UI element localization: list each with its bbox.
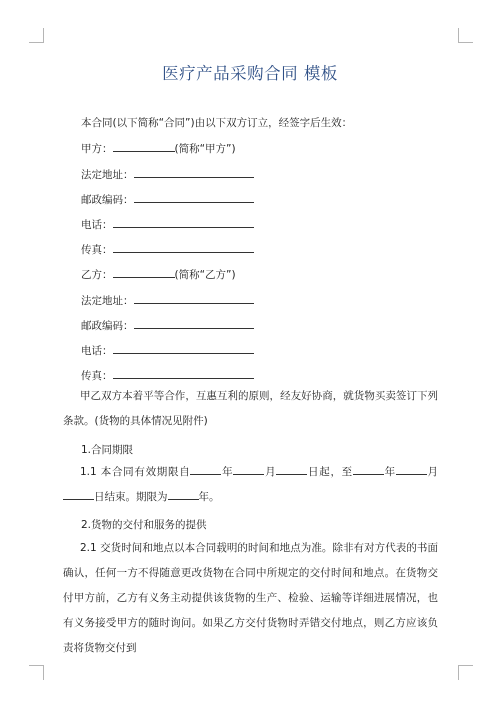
document-title: 医疗产品采购合同 模板 bbox=[162, 64, 338, 83]
intro-line: 本合同(以下简称“合同”)由以下双方订立，经签字后生效： bbox=[81, 117, 353, 129]
month-unit: 月 bbox=[264, 466, 277, 478]
party-b-line bbox=[81, 266, 236, 282]
field-blank bbox=[113, 241, 254, 253]
day-from-text: 日起，至 bbox=[307, 466, 353, 478]
section-2-1-paragraph bbox=[63, 536, 438, 661]
party-a-alias: (简称“甲方”) bbox=[174, 143, 236, 155]
field-blank bbox=[113, 216, 254, 228]
year-unit: 年 bbox=[383, 466, 396, 478]
date-blank bbox=[276, 463, 307, 475]
date-blank bbox=[190, 463, 221, 475]
term-blank bbox=[168, 488, 199, 500]
party-b-address-line bbox=[81, 292, 254, 308]
party-a-line bbox=[81, 140, 236, 156]
crop-mark-bottom-left bbox=[29, 665, 44, 680]
party-a-phone-line bbox=[81, 216, 254, 232]
date-blank bbox=[396, 463, 427, 475]
section-1-1-paragraph bbox=[63, 460, 438, 510]
field-label: 电话： bbox=[81, 219, 113, 231]
section-2-heading: 2.货物的交付和服务的提供 bbox=[81, 519, 207, 531]
field-blank bbox=[134, 317, 254, 329]
day-end-text: 日结束。期限为 bbox=[94, 491, 168, 503]
field-blank bbox=[113, 367, 254, 379]
party-a-name-blank bbox=[113, 140, 175, 152]
s1-prefix: 1.1 本合同有效期限自 bbox=[80, 466, 191, 478]
crop-mark-bottom-right bbox=[458, 665, 473, 680]
field-blank bbox=[134, 292, 254, 304]
field-blank bbox=[134, 191, 254, 203]
party-b-alias: (简称“乙方”) bbox=[174, 269, 236, 281]
party-b-postcode-line bbox=[81, 317, 254, 333]
s2-text: 2.1 交货时间和地点以本合同载明的时间和地点为准。除非有对方代表的书面确认，任何一方不得随意更改货物在合同中所规定的交付时间和地点。在货物交付甲方前，乙方有义务主动提供该货物的生产、检验、运输等详细进展情况，也有义务接受甲方的随时询问。如果乙方交付货物时弄错交付地点，则乙方应该负责将货物交付到 bbox=[63, 542, 438, 654]
party-b-fax-line bbox=[81, 367, 254, 383]
party-b-name-blank bbox=[113, 266, 175, 278]
section-1-heading: 1.合同期限 bbox=[81, 444, 134, 456]
field-label: 传真： bbox=[81, 370, 113, 382]
party-a-address-line bbox=[81, 166, 254, 182]
date-blank bbox=[233, 463, 264, 475]
preamble-text: 甲乙双方本着平等合作，互惠互利的原则，经友好协商，就货物买卖签订下列条款。(货物的具体情况见附件) bbox=[63, 390, 438, 427]
party-b-label: 乙方： bbox=[81, 269, 113, 281]
date-blank bbox=[353, 463, 384, 475]
year-end-text: 年。 bbox=[198, 491, 220, 503]
field-blank bbox=[113, 342, 254, 354]
party-a-postcode-line bbox=[81, 191, 254, 207]
crop-mark-top-right bbox=[458, 28, 473, 43]
field-blank bbox=[134, 166, 254, 178]
party-a-fax-line bbox=[81, 241, 254, 257]
month-unit: 月 bbox=[426, 466, 439, 478]
crop-mark-top-left bbox=[29, 28, 44, 43]
date-blank bbox=[63, 488, 94, 500]
field-label: 传真： bbox=[81, 244, 113, 256]
field-label: 邮政编码： bbox=[81, 194, 134, 206]
field-label: 电话： bbox=[81, 345, 113, 357]
field-label: 法定地址： bbox=[81, 169, 134, 181]
year-unit: 年 bbox=[221, 466, 234, 478]
preamble-paragraph bbox=[63, 384, 438, 434]
party-b-phone-line bbox=[81, 342, 254, 358]
field-label: 邮政编码： bbox=[81, 320, 134, 332]
field-label: 法定地址： bbox=[81, 295, 134, 307]
party-a-label: 甲方： bbox=[81, 143, 113, 155]
